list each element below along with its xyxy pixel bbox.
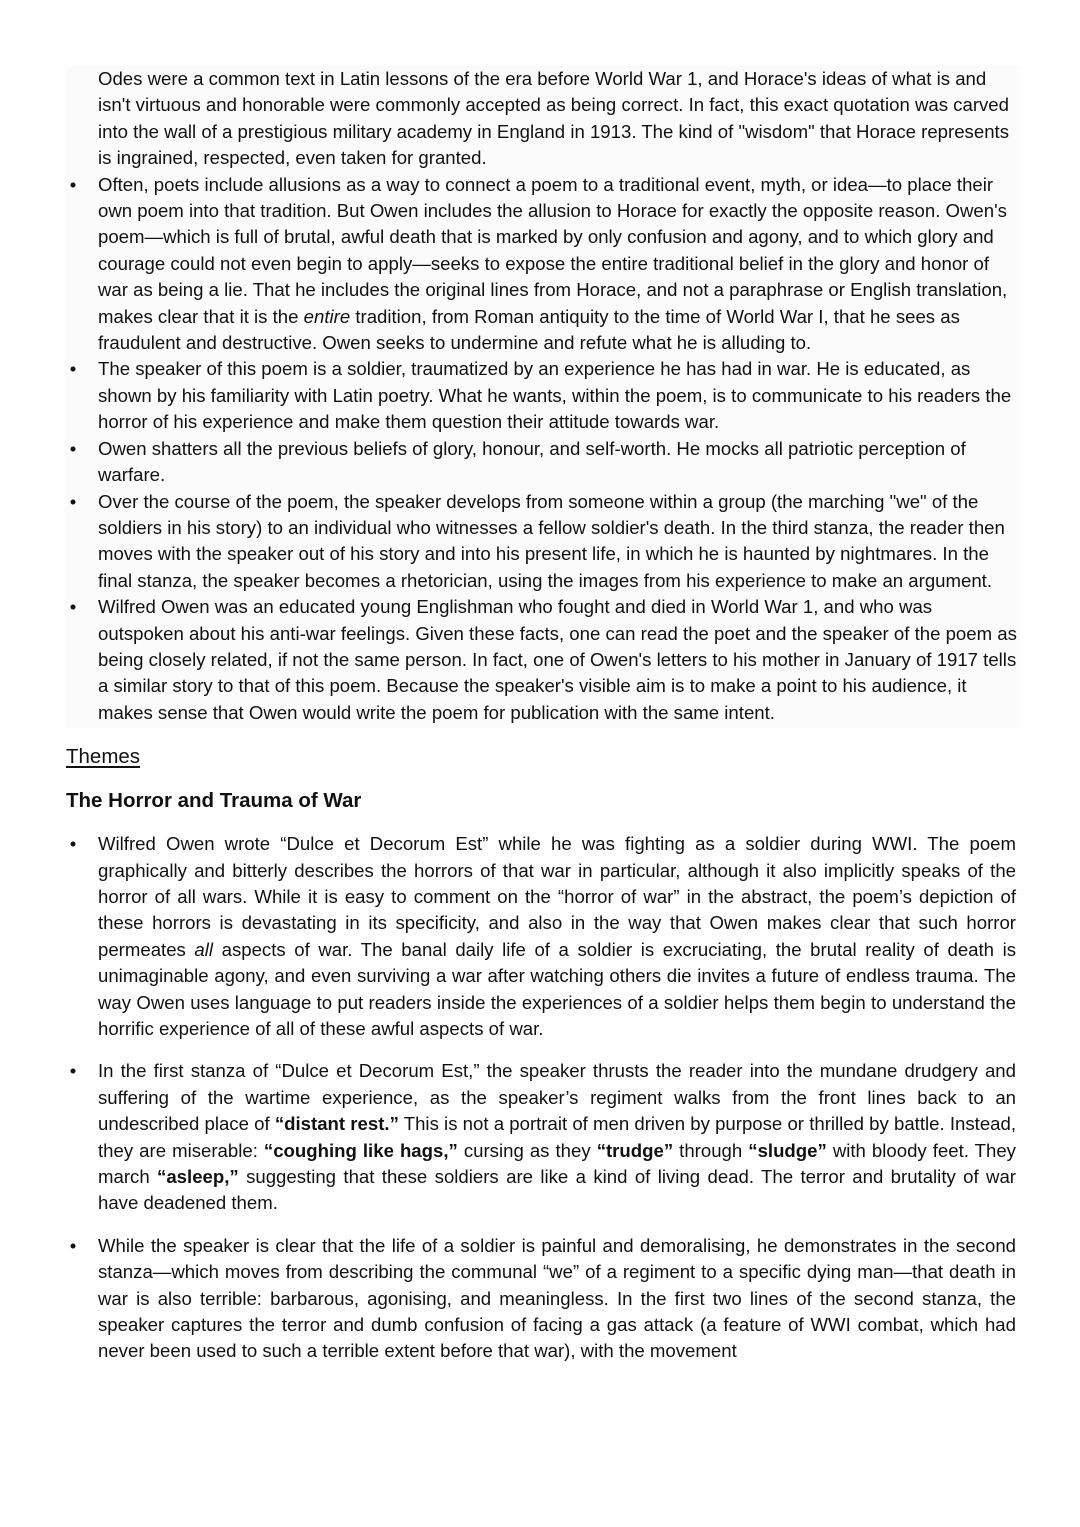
bullet-icon: • — [69, 1060, 77, 1082]
bullet-item-speaker — [66, 356, 1020, 435]
bullet-icon: • — [69, 358, 77, 380]
bullet-icon: • — [69, 173, 77, 195]
bullet-icon: • — [69, 437, 77, 459]
bullet-text: Wilfred Owen wrote “Dulce et Decorum Est” while he was fighting as a soldier during WWI. The poem graphically and bitterly describes the horrors of that war in particular, although it also implicitly speaks of the horror of all wars. While it is easy to comment on the “horror of war” in the abstract, the poem’s depiction of these horrors is devastating in its specificity, and also in the way that Owen makes clear that such horror permeates all aspects of war. The banal daily life of a soldier is excruciating, the brutal reality of death is unimaginable agony, and even surviving a war after watching others die invites a future of endless trauma. The way Owen uses language to put readers inside the experiences of a soldier helps them begin to understand the horrific experience of all of these awful aspects of war. — [98, 833, 1017, 1039]
quote-distant-rest: “distant rest.” — [274, 1113, 399, 1135]
quote-asleep: “asleep,” — [157, 1166, 239, 1188]
analysis-block — [66, 66, 1020, 728]
continuation-paragraph: Odes were a common text in Latin lessons of the era before World War 1, and Horace's ideas of what is and isn't virtuous and honorable were commonly accepted as being correct. In fact, this exact quotation was carved into the wall of a prestigious military academy in England in 1913. The kind of "wisdom" that Horace represents is ingrained, respected, even taken for granted. — [98, 68, 1009, 169]
bullet-icon: • — [69, 490, 77, 512]
bullet-text: The speaker of this poem is a soldier, traumatized by an experience he has had in war. He is educated, as shown by his familiarity with Latin poetry. What he wants, within the poem, is to communicate to his readers the horror of his experience and make them question their attitude towards war. — [98, 358, 1012, 433]
bullet-text: Owen shatters all the previous beliefs of glory, honour, and self-worth. He mocks all patriotic perception of warfare. — [98, 437, 966, 486]
bullet-item-allusion — [66, 172, 1020, 357]
section-heading: Themes — [66, 745, 141, 769]
bullet-item-development — [66, 489, 1020, 595]
bullet-text: In the first stanza of “Dulce et Decorum Est,” the speaker thrusts the reader into the mundane drudgery and suffering of the wartime experience, as the speaker’s regiment walks from the front lines back to an undescribed place of “distant rest.” This is not a portrait of men driven by purpose or thrilled by battle. Instead, they are miserable: “coughing like hags,” cursing as they “trudge” through “sludge” with bloody feet. They march “asleep,” suggesting that these soldiers are like a kind of living dead. The terror and brutality of war have deadened them. — [98, 1060, 1017, 1214]
bullet-icon: • — [69, 596, 77, 618]
emphasis-entire: entire — [303, 305, 351, 327]
bullet-icon: • — [69, 1234, 77, 1256]
emphasis-all: all — [194, 938, 214, 960]
theme-title: The Horror and Trauma of War — [66, 789, 362, 813]
theme-bullet-3 — [66, 1233, 1016, 1365]
quote-trudge: “trudge” — [596, 1139, 674, 1161]
analysis-bullet-list — [66, 172, 1020, 727]
quote-sludge: “sludge” — [748, 1139, 827, 1161]
bullet-text: Over the course of the poem, the speaker develops from someone within a group (the marching "we" of the soldiers in his story) to an individual who witnesses a fellow soldier's death. In the third stanza, the reader then moves with the speaker out of his story and into his present life, in which he is haunted by nightmares. In the final stanza, the speaker becomes a rhetorician, using the images from his experience to make an argument. — [98, 490, 1005, 591]
quote-coughing-like-hags: “coughing like hags,” — [263, 1139, 458, 1161]
theme-bullet-list — [66, 831, 1016, 1365]
bullet-item-poet — [66, 594, 1020, 726]
bullet-text: Wilfred Owen was an educated young Englishman who fought and died in World War 1, and who was outspoken about his anti-war feelings. Given these facts, one can read the poet and the speaker of the poem as being closely related, if not the same person. In fact, one of Owen's letters to his mother in January of 1917 tells a similar story to that of this poem. Because the speaker's visible aim is to make a point to his audience, it makes sense that Owen would write the poem for publication with the same intent. — [98, 596, 1017, 723]
bullet-icon: • — [69, 833, 77, 855]
theme-bullet-2 — [66, 1058, 1016, 1216]
theme-bullet-1 — [66, 831, 1016, 1042]
bullet-item-beliefs — [66, 436, 1020, 489]
bullet-text: While the speaker is clear that the life of a soldier is painful and demoralising, he demonstrates in the second stanza—which moves from describing the communal “we” of a regiment to a specific dying man—that death in war is also terrible: barbarous, agonising, and meaningless. In the first two lines of the second stanza, the speaker captures the terror and dumb confusion of facing a gas attack (a feature of WWI combat, which had never been used to such a terrible extent before that war), with the movement — [98, 1234, 1016, 1362]
bullet-text: Often, poets include allusions as a way to connect a poem to a traditional event, myth, or idea—to place their own poem into that tradition. But Owen includes the allusion to Horace for exactly the opposite reason. Owen's poem—which is full of brutal, awful death that is marked by only confusion and agony, and to which glory and courage could not even begin to apply—seeks to expose the entire traditional belief in the glory and honor of war as being a lie. That he includes the original lines from Horace, and not a paraphrase or English translation, makes clear that it is the entire tradition, from Roman antiquity to the time of World War I, that he sees as fraudulent and destructive. Owen seeks to undermine and refute what he is alluding to. — [98, 173, 1008, 354]
